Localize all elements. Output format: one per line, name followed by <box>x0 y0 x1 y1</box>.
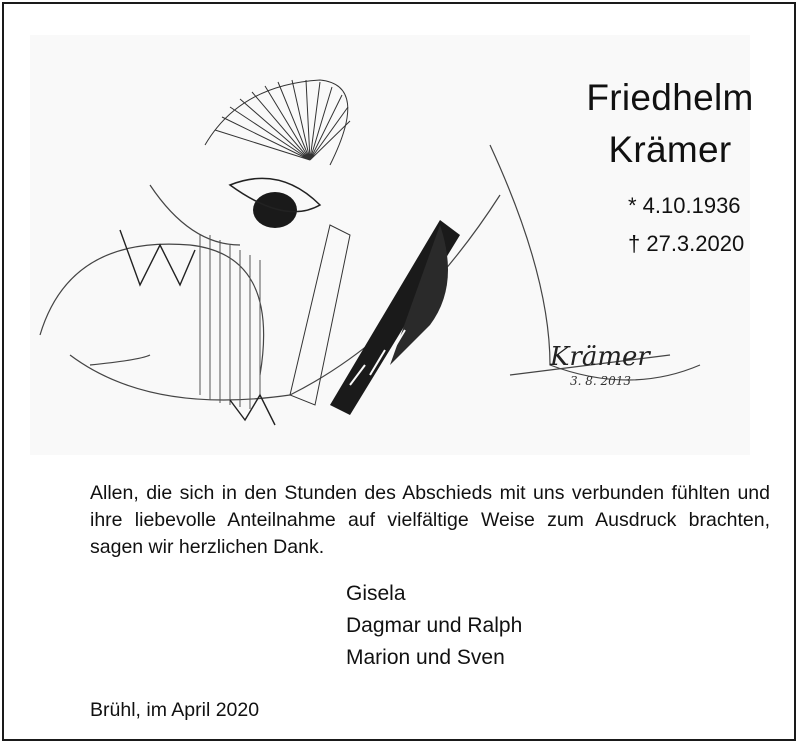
first-name: Friedhelm <box>586 77 754 118</box>
signer: Gisela <box>346 582 406 605</box>
signer: Marion und Sven <box>346 646 505 669</box>
death-date: † 27.3.2020 <box>628 231 745 256</box>
place-and-date: Brühl, im April 2020 <box>90 699 260 721</box>
artist-signature: Krämer <box>550 342 650 372</box>
thank-you-message: Allen, die sich in den Stunden des Abschieds mit uns verbunden fühlten und ihre liebevolle Anteilnahme auf vielfältige Weise zum Ausdruck brachten, sagen wir herzlichen Dank. <box>90 482 770 558</box>
birth-date: * 4.10.1936 <box>628 193 741 218</box>
signature-date: 3. 8. 2013 <box>570 374 632 388</box>
signer: Dagmar und Ralph <box>346 614 523 637</box>
signers-list <box>346 578 522 674</box>
last-name: Krämer <box>608 129 732 170</box>
deceased-name <box>560 72 780 176</box>
